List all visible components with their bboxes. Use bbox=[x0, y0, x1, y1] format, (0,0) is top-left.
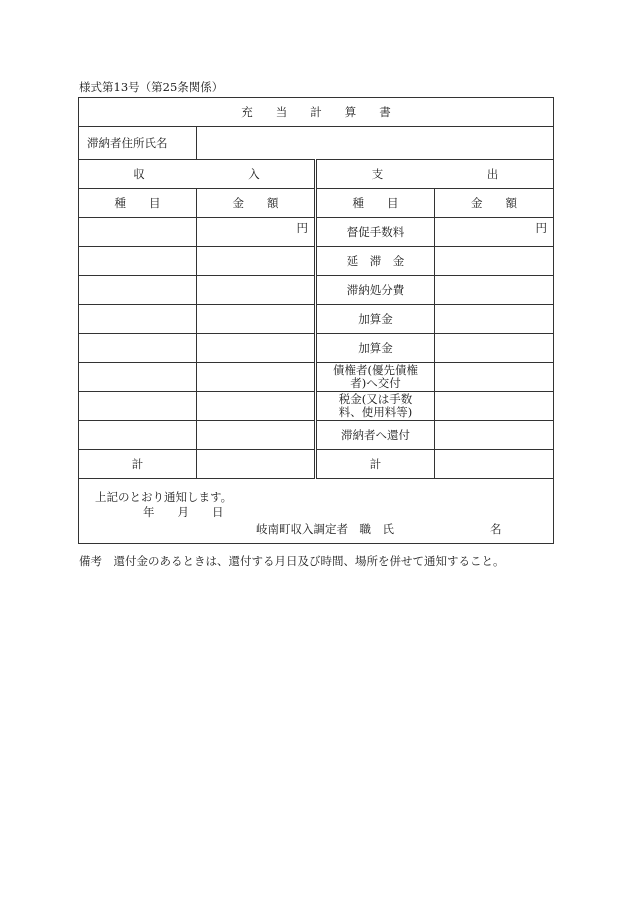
income-amount-cell[interactable] bbox=[197, 305, 316, 334]
expense-total-cell[interactable] bbox=[435, 450, 554, 479]
expense-item: 税金(又は手数料、使用料等) bbox=[316, 392, 435, 421]
table-row bbox=[79, 392, 554, 421]
expense-item: 滞納処分費 bbox=[316, 276, 435, 305]
income-type-cell[interactable] bbox=[79, 305, 197, 334]
expense-amount-cell[interactable] bbox=[435, 247, 554, 276]
allocation-calculation-table bbox=[78, 97, 554, 544]
expense-type-header: 種 目 bbox=[316, 189, 435, 218]
form-number-label: 様式第13号（第25条関係） bbox=[79, 80, 224, 94]
expense-amount-cell[interactable] bbox=[435, 218, 554, 247]
remark-note: 備考 還付金のあるときは、還付する月日及び時間、場所を併せて通知すること。 bbox=[79, 554, 505, 568]
expense-header: 支 出 bbox=[316, 160, 554, 189]
table-row bbox=[79, 363, 554, 392]
expense-amount-cell[interactable] bbox=[435, 276, 554, 305]
expense-amount-cell[interactable] bbox=[435, 421, 554, 450]
table-row bbox=[79, 247, 554, 276]
yen-unit: 円 bbox=[296, 221, 308, 235]
income-type-cell[interactable] bbox=[79, 421, 197, 450]
income-amount-cell[interactable] bbox=[197, 363, 316, 392]
income-type-cell[interactable] bbox=[79, 363, 197, 392]
expense-amount-cell[interactable] bbox=[435, 363, 554, 392]
taxpayer-label: 滞納者住所氏名 bbox=[79, 127, 197, 160]
table-row bbox=[79, 305, 554, 334]
expense-item: 加算金 bbox=[316, 305, 435, 334]
expense-total-label: 計 bbox=[316, 450, 435, 479]
yen-unit: 円 bbox=[535, 221, 547, 235]
notice-name-suffix: 名 bbox=[490, 522, 502, 536]
income-type-cell[interactable] bbox=[79, 276, 197, 305]
expense-item: 延 滞 金 bbox=[316, 247, 435, 276]
expense-amount-cell[interactable] bbox=[435, 392, 554, 421]
expense-amount-cell[interactable] bbox=[435, 334, 554, 363]
notice-date: 年 月 日 bbox=[143, 505, 224, 519]
expense-amount-header: 金 額 bbox=[435, 189, 554, 218]
income-amount-cell[interactable] bbox=[197, 392, 316, 421]
income-amount-cell[interactable] bbox=[197, 334, 316, 363]
income-type-header: 種 目 bbox=[79, 189, 197, 218]
income-type-cell[interactable] bbox=[79, 334, 197, 363]
table-row bbox=[79, 421, 554, 450]
income-type-cell[interactable] bbox=[79, 392, 197, 421]
expense-item: 督促手数料 bbox=[316, 218, 435, 247]
income-amount-cell[interactable] bbox=[197, 421, 316, 450]
table-row bbox=[79, 334, 554, 363]
income-total-cell[interactable] bbox=[197, 450, 316, 479]
income-amount-cell[interactable] bbox=[197, 218, 316, 247]
expense-amount-cell[interactable] bbox=[435, 305, 554, 334]
form-title: 充 当 計 算 書 bbox=[79, 98, 554, 127]
expense-item: 滞納者へ還付 bbox=[316, 421, 435, 450]
table-row bbox=[79, 218, 554, 247]
notice-signer: 岐南町収入調定者 職 氏 bbox=[256, 522, 394, 536]
income-total-label: 計 bbox=[79, 450, 197, 479]
income-header: 収 入 bbox=[79, 160, 316, 189]
income-type-cell[interactable] bbox=[79, 218, 197, 247]
expense-item: 加算金 bbox=[316, 334, 435, 363]
income-amount-cell[interactable] bbox=[197, 247, 316, 276]
notice-section bbox=[79, 479, 554, 544]
table-row bbox=[79, 276, 554, 305]
notice-text: 上記のとおり通知します。 bbox=[95, 490, 233, 504]
taxpayer-field[interactable] bbox=[197, 127, 554, 160]
expense-item: 債権者(優先債権者)へ交付 bbox=[316, 363, 435, 392]
income-amount-cell[interactable] bbox=[197, 276, 316, 305]
income-amount-header: 金 額 bbox=[197, 189, 316, 218]
income-type-cell[interactable] bbox=[79, 247, 197, 276]
total-row bbox=[79, 450, 554, 479]
